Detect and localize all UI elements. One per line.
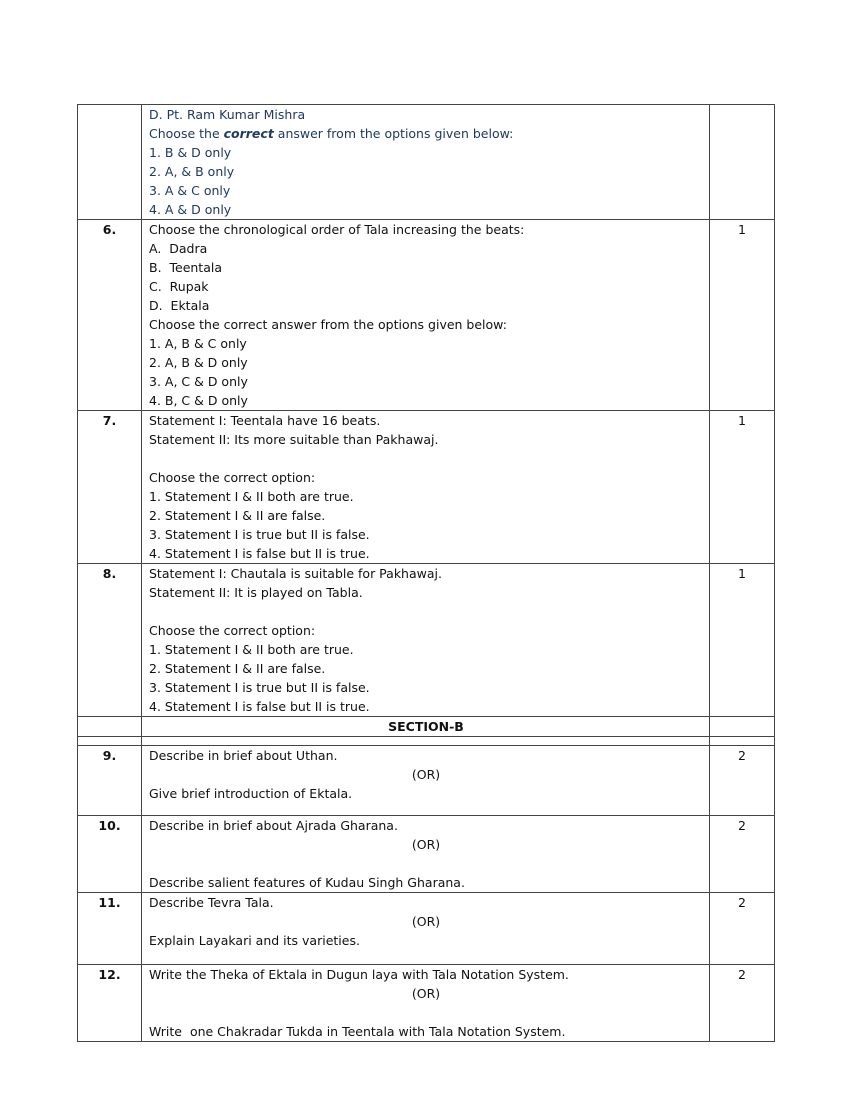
option-line: 1. Statement I & II both are true. xyxy=(149,489,354,504)
option-line: 4. Statement I is false but II is true. xyxy=(149,699,370,714)
table-row-q6 xyxy=(78,220,775,411)
option-line: C. Rupak xyxy=(149,279,209,294)
question-line: Explain Layakari and its varieties. xyxy=(149,933,360,948)
question-number: 7. xyxy=(78,411,142,564)
marks-cell: 2 xyxy=(710,816,775,893)
blank-line xyxy=(149,1003,703,1022)
question-text xyxy=(142,746,710,816)
option-line: 3. A & C only xyxy=(149,183,231,198)
question-text xyxy=(142,816,710,893)
table-row-q5-continued xyxy=(78,105,775,220)
table-row-spacer xyxy=(78,737,775,746)
option-line: A. Dadra xyxy=(149,241,208,256)
or-separator: (OR) xyxy=(411,837,441,852)
option-line: 1. A, B & C only xyxy=(149,336,247,351)
question-line: Describe Tevra Tala. xyxy=(149,895,274,910)
option-line: 4. A & D only xyxy=(149,202,232,217)
table-row-q9 xyxy=(78,746,775,816)
question-number: 9. xyxy=(78,746,142,816)
instruction-line: Choose the correct option: xyxy=(149,470,316,485)
table-row-q8 xyxy=(78,564,775,717)
blank-line xyxy=(149,449,703,468)
option-line: 4. B, C & D only xyxy=(149,393,248,408)
option-line: 3. A, C & D only xyxy=(149,374,248,389)
statement-line: Statement I: Teentala have 16 beats. xyxy=(149,413,381,428)
table-row-q7 xyxy=(78,411,775,564)
empty-cell xyxy=(78,737,142,746)
or-separator: (OR) xyxy=(411,986,441,1001)
option-line: 2. Statement I & II are false. xyxy=(149,661,326,676)
section-title: SECTION-B xyxy=(142,717,710,737)
question-text xyxy=(142,411,710,564)
table-row-q11 xyxy=(78,893,775,965)
option-line: 3. Statement I is true but II is false. xyxy=(149,680,370,695)
table-row-q12 xyxy=(78,965,775,1042)
marks-cell: 1 xyxy=(710,411,775,564)
question-number: 10. xyxy=(78,816,142,893)
statement-line: Statement I: Chautala is suitable for Pakhawaj. xyxy=(149,566,442,581)
option-line: 2. A, & B only xyxy=(149,164,235,179)
blank-line xyxy=(149,854,703,873)
question-number: 12. xyxy=(78,965,142,1042)
option-line: D. Ektala xyxy=(149,298,210,313)
question-text xyxy=(142,220,710,411)
question-line: Describe in brief about Ajrada Gharana. xyxy=(149,818,398,833)
question-number: 11. xyxy=(78,893,142,965)
marks-cell xyxy=(710,105,775,220)
question-line: Describe in brief about Uthan. xyxy=(149,748,338,763)
empty-cell xyxy=(710,737,775,746)
question-line: Describe salient features of Kudau Singh Gharana. xyxy=(149,875,465,890)
instruction-line: Choose the correct answer from the options given below: xyxy=(149,126,514,141)
option-line: 1. B & D only xyxy=(149,145,232,160)
or-separator: (OR) xyxy=(411,767,441,782)
question-text xyxy=(142,893,710,965)
option-line: 2. A, B & D only xyxy=(149,355,248,370)
question-line: Give brief introduction of Ektala. xyxy=(149,786,353,801)
question-line: Write the Theka of Ektala in Dugun laya with Tala Notation System. xyxy=(149,967,569,982)
empty-cell xyxy=(710,717,775,737)
instruction-line: Choose the correct option: xyxy=(149,623,316,638)
question-line: Choose the chronological order of Tala increasing the beats: xyxy=(149,222,525,237)
option-line: D. Pt. Ram Kumar Mishra xyxy=(149,107,306,122)
empty-cell xyxy=(78,717,142,737)
emphasis-correct: correct xyxy=(223,126,274,141)
question-table xyxy=(77,104,775,1042)
marks-cell: 2 xyxy=(710,746,775,816)
statement-line: Statement II: Its more suitable than Pakhawaj. xyxy=(149,432,439,447)
question-number xyxy=(78,105,142,220)
question-text xyxy=(142,105,710,220)
option-line: 1. Statement I & II both are true. xyxy=(149,642,354,657)
instruction-line: Choose the correct answer from the options given below: xyxy=(149,317,507,332)
or-separator: (OR) xyxy=(411,914,441,929)
marks-cell: 1 xyxy=(710,564,775,717)
option-line: 2. Statement I & II are false. xyxy=(149,508,326,523)
marks-cell: 2 xyxy=(710,965,775,1042)
question-paper-sheet xyxy=(77,104,774,1042)
option-line: 3. Statement I is true but II is false. xyxy=(149,527,370,542)
statement-line: Statement II: It is played on Tabla. xyxy=(149,585,363,600)
question-number: 6. xyxy=(78,220,142,411)
marks-cell: 1 xyxy=(710,220,775,411)
option-line: 4. Statement I is false but II is true. xyxy=(149,546,370,561)
question-line: Write one Chakradar Tukda in Teentala with Tala Notation System. xyxy=(149,1024,566,1039)
question-text xyxy=(142,564,710,717)
empty-cell xyxy=(142,737,710,746)
question-text xyxy=(142,965,710,1042)
table-row-section-header xyxy=(78,717,775,737)
table-row-q10 xyxy=(78,816,775,893)
marks-cell: 2 xyxy=(710,893,775,965)
question-number: 8. xyxy=(78,564,142,717)
blank-line xyxy=(149,602,703,621)
option-line: B. Teentala xyxy=(149,260,223,275)
